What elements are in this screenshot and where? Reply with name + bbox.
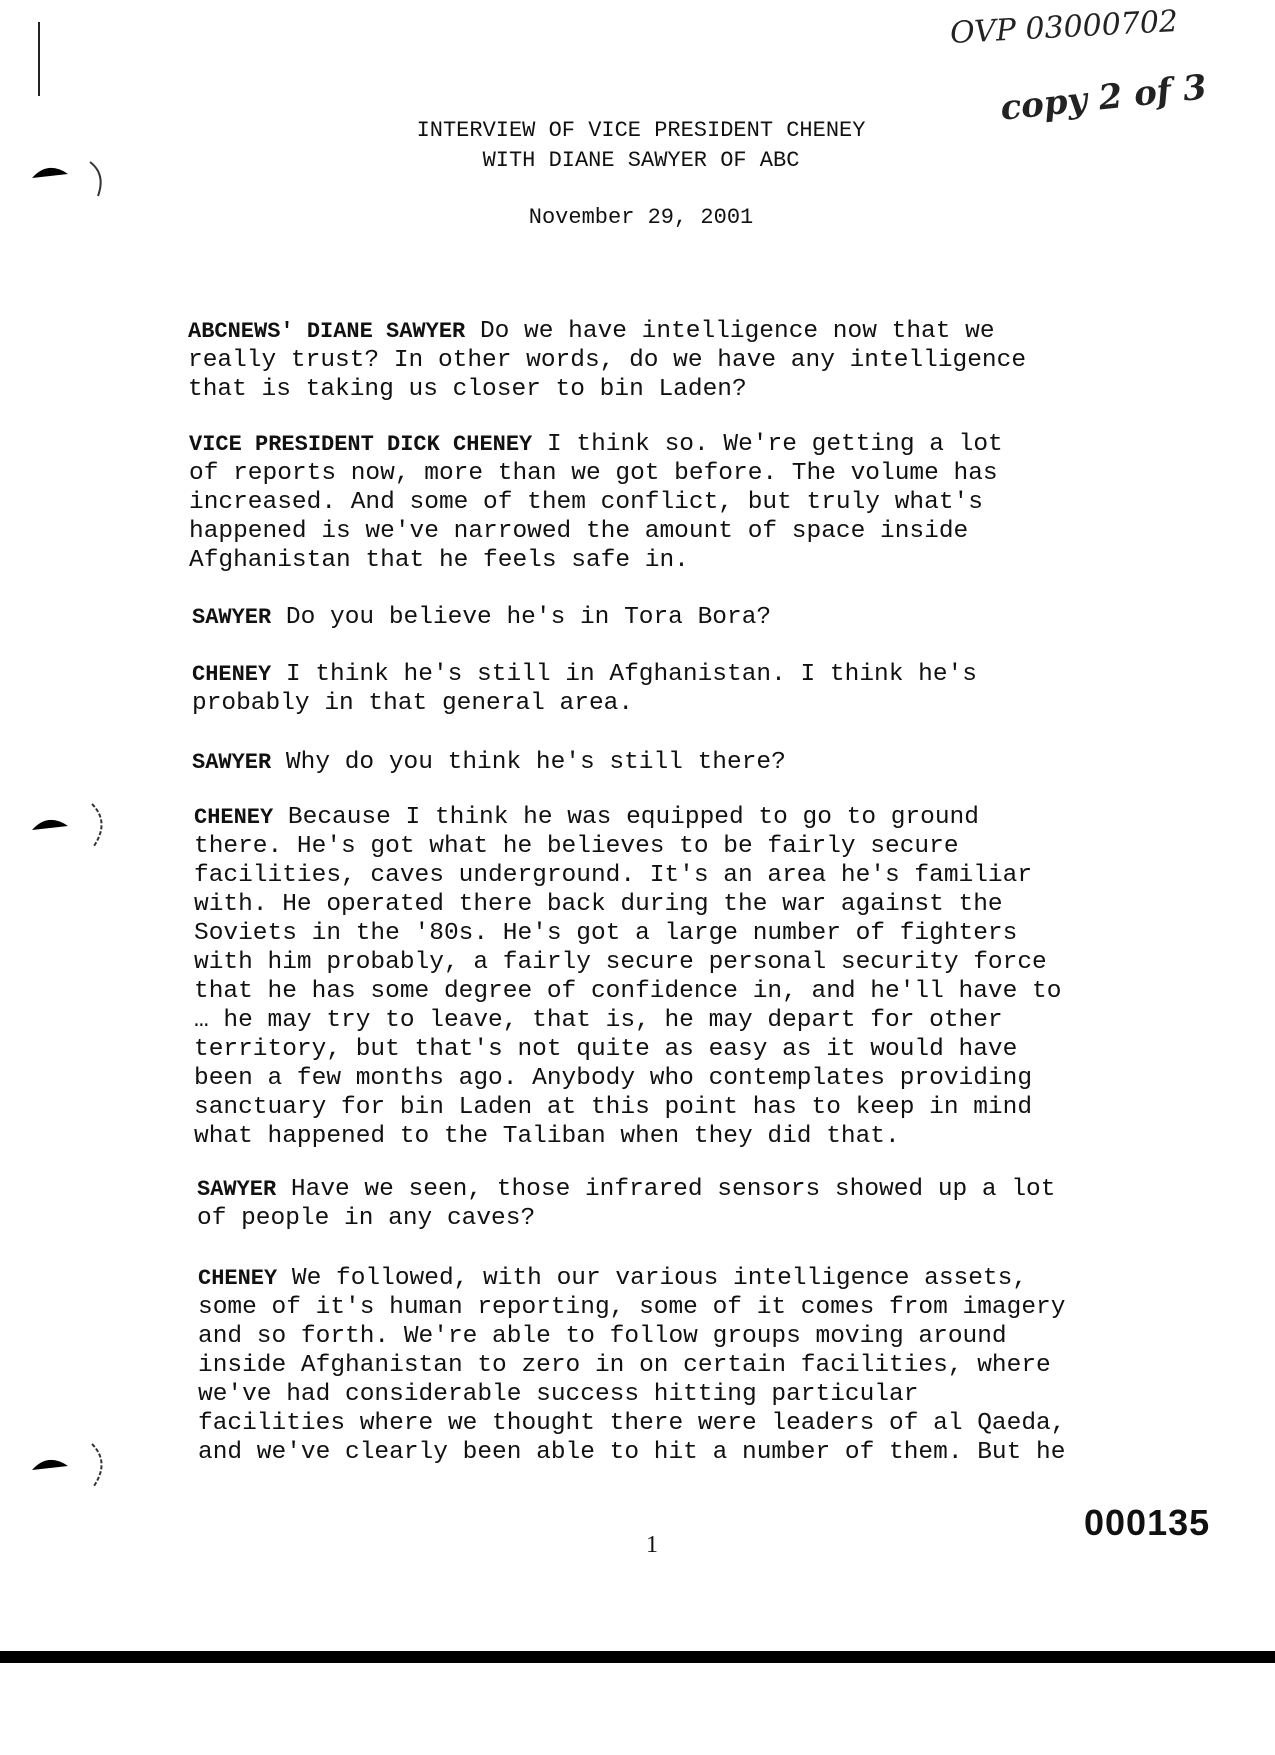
transcript-line	[198, 1409, 1065, 1438]
transcript-line	[188, 375, 1026, 404]
line-text: increased. And some of them conflict, but truly what's	[189, 489, 983, 516]
line-text: happened is we've narrowed the amount of space inside	[189, 518, 969, 545]
scan-margin-line	[38, 22, 40, 96]
transcript-line	[188, 317, 1026, 346]
transcript-line	[192, 603, 771, 632]
line-text: that is taking us closer to bin Laden?	[188, 376, 747, 403]
transcript-line	[194, 861, 1061, 890]
line-text: Afghanistan that he feels safe in.	[189, 547, 689, 574]
transcript-paragraph	[197, 1175, 1055, 1233]
line-text: inside Afghanistan to zero in on certain facilities, where	[198, 1352, 1051, 1379]
bates-number: 000135	[1084, 1502, 1211, 1543]
speaker-label: ABCNEWS' DIANE SAWYER	[188, 319, 466, 344]
transcript-paragraph	[194, 803, 1061, 1151]
speaker-label: VICE PRESIDENT DICK CHENEY	[189, 432, 533, 457]
line-text: facilities, caves underground. It's an area he's familiar	[194, 862, 1033, 889]
line-text: with him probably, a fairly secure personal security force	[194, 949, 1047, 976]
transcript-line	[194, 1035, 1061, 1064]
document-title-line2: WITH DIANE SAWYER OF ABC	[482, 148, 800, 173]
line-text: what happened to the Taliban when they did that.	[194, 1123, 900, 1150]
transcript-line	[198, 1380, 1065, 1409]
transcript-line	[192, 689, 977, 718]
line-text: Do we have intelligence now that we	[465, 318, 995, 345]
line-text: some of it's human reporting, some of it comes from imagery	[198, 1294, 1066, 1321]
transcript-line	[194, 832, 1061, 861]
transcript-line	[194, 1064, 1061, 1093]
transcript-line	[189, 459, 1003, 488]
scan-bottom-bar	[0, 1651, 1275, 1663]
speaker-label: CHENEY	[192, 662, 272, 687]
transcript-paragraph	[198, 1264, 1065, 1467]
line-text: that he has some degree of confidence in, and he'll have to	[194, 978, 1062, 1005]
transcript-line	[194, 890, 1061, 919]
transcript-line	[194, 1122, 1061, 1151]
line-text: Because I think he was equipped to go to ground	[273, 804, 979, 831]
transcript-paragraph	[188, 317, 1026, 404]
transcript-line	[189, 430, 1003, 459]
speaker-label: SAWYER	[192, 605, 272, 630]
transcript-line	[198, 1293, 1065, 1322]
transcript-paragraph	[189, 430, 1003, 575]
line-text: I think so. We're getting a lot	[532, 431, 1003, 458]
line-text: Have we seen, those infrared sensors showed up a lot	[276, 1176, 1056, 1203]
transcript-line	[194, 1093, 1061, 1122]
transcript-paragraph	[192, 603, 771, 632]
transcript-line	[198, 1264, 1065, 1293]
line-text: of people in any caves?	[197, 1205, 536, 1232]
transcript-line	[194, 977, 1061, 1006]
line-text: been a few months ago. Anybody who contemplates providing	[194, 1065, 1033, 1092]
handwritten-copy-note: copy 2 of 3	[998, 67, 1209, 129]
transcript-line	[194, 948, 1061, 977]
transcript-line	[194, 1006, 1061, 1035]
speaker-label: SAWYER	[192, 750, 272, 775]
line-text: and so forth. We're able to follow groups moving around	[198, 1323, 1007, 1350]
transcript-line	[198, 1322, 1065, 1351]
punch-hole-mark-icon	[28, 800, 103, 850]
line-text: probably in that general area.	[192, 690, 634, 717]
punch-hole-mark-icon	[28, 1440, 103, 1490]
transcript-paragraph	[192, 748, 786, 777]
transcript-line	[198, 1438, 1065, 1467]
transcript-line	[189, 517, 1003, 546]
line-text: Why do you think he's still there?	[271, 749, 786, 776]
line-text: I think he's still in Afghanistan. I think he's	[271, 661, 977, 688]
line-text: really trust? In other words, do we have any intelligence	[188, 347, 1027, 374]
transcript-line	[188, 346, 1026, 375]
line-text: Soviets in the '80s. He's got a large number of fighters	[194, 920, 1018, 947]
line-text: there. He's got what he believes to be fairly secure	[194, 833, 959, 860]
document-date: November 29, 2001	[528, 205, 754, 230]
line-text: We followed, with our various intelligence assets,	[277, 1265, 1028, 1292]
transcript-line	[194, 803, 1061, 832]
transcript-line	[189, 546, 1003, 575]
transcript-line	[197, 1204, 1055, 1233]
speaker-label: CHENEY	[198, 1266, 278, 1291]
transcript-line	[189, 488, 1003, 517]
line-text: of reports now, more than we got before. The volume has	[189, 460, 998, 487]
speaker-label: SAWYER	[197, 1177, 277, 1202]
line-text: … he may try to leave, that is, he may depart for other	[194, 1007, 1003, 1034]
line-text: we've had considerable success hitting particular	[198, 1381, 919, 1408]
line-text: sanctuary for bin Laden at this point has to keep in mind	[194, 1094, 1033, 1121]
transcript-line	[198, 1351, 1065, 1380]
line-text: territory, but that's not quite as easy as it would have	[194, 1036, 1018, 1063]
handwritten-document-id: OVP 03000702	[949, 4, 1179, 51]
transcript-line	[194, 919, 1061, 948]
document-title-line1: INTERVIEW OF VICE PRESIDENT CHENEY	[416, 118, 866, 143]
line-text: and we've clearly been able to hit a number of them. But he	[198, 1439, 1066, 1466]
speaker-label: CHENEY	[194, 805, 274, 830]
transcript-line	[192, 660, 977, 689]
line-text: Do you believe he's in Tora Bora?	[271, 604, 772, 631]
transcript-line	[197, 1175, 1055, 1204]
transcript-paragraph	[192, 660, 977, 718]
transcript-line	[192, 748, 786, 777]
page-number: 1	[646, 1532, 658, 1558]
line-text: with. He operated there back during the war against the	[194, 891, 1003, 918]
line-text: facilities where we thought there were leaders of al Qaeda,	[198, 1410, 1066, 1437]
